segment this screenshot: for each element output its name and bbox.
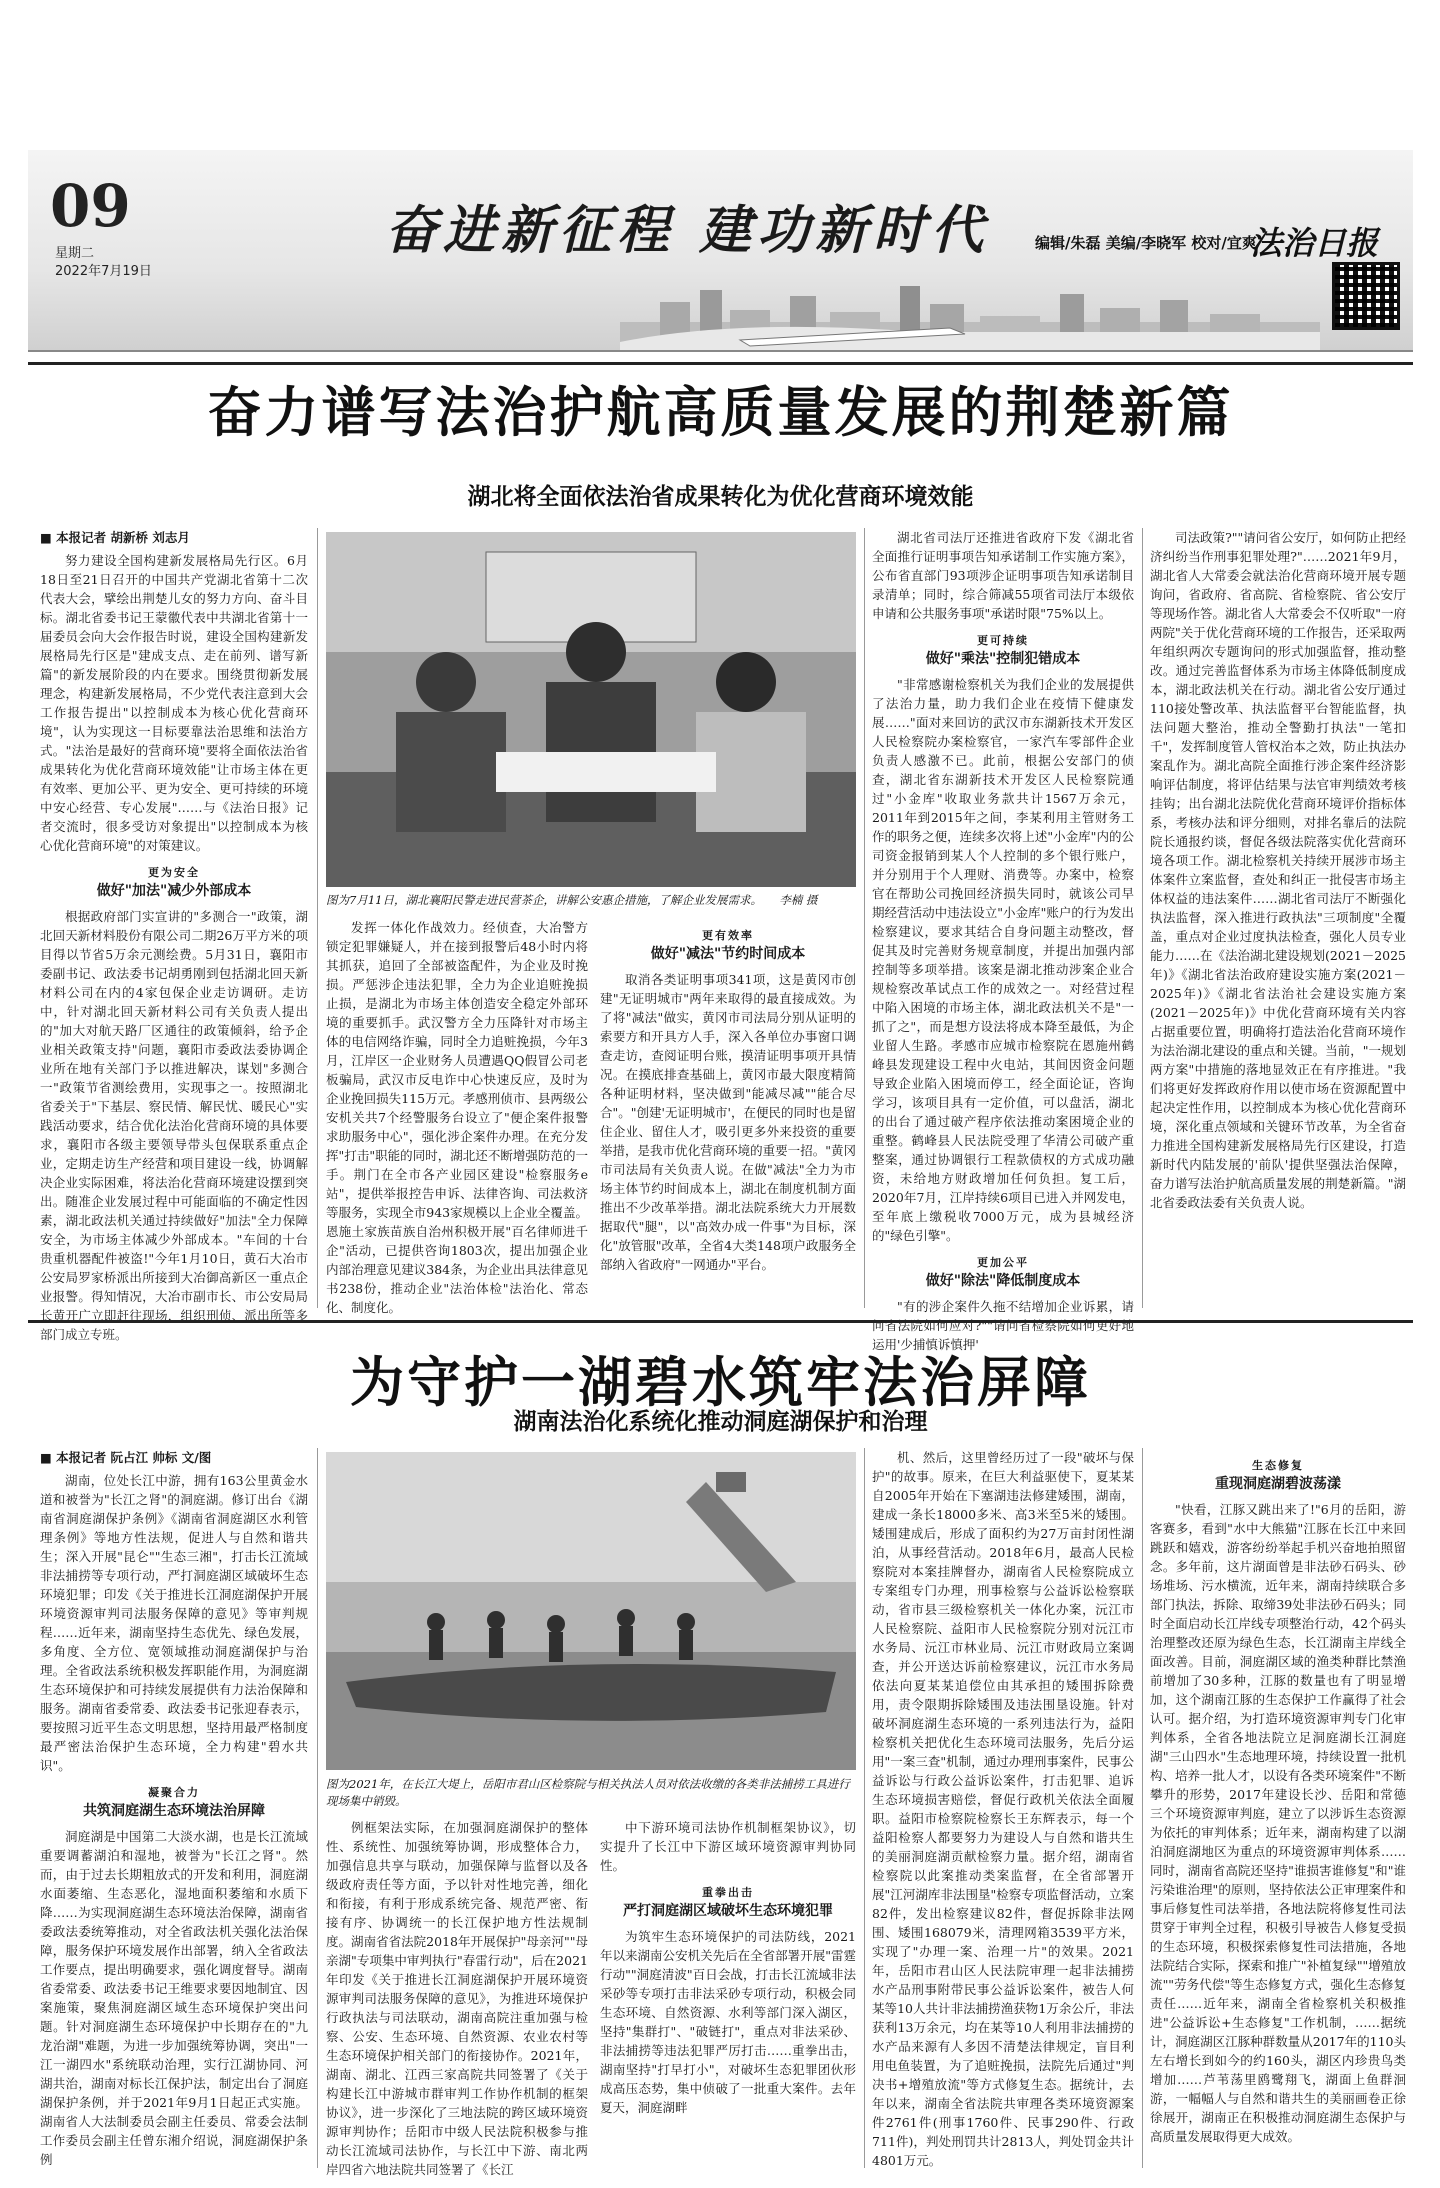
article1-top-rule bbox=[28, 362, 1413, 365]
article1-subheadline: 湖北将全面依法治省成果转化为优化营商环境效能 bbox=[467, 484, 974, 510]
article1-headline: 奋力谱写法治护航高质量发展的荆楚新篇 bbox=[207, 381, 1234, 444]
article2-paragraph: "快看，江豚又跳出来了!"6月的岳阳，游客赛多，看到"水中大熊猫"江豚在长江中来回跳跃和嬉戏，游客纷纷举起手机兴奋地拍照留念。多年前，这片湖面曾是非法砂石码头、砂场堆场、污水横流，近年来，湖南持续联合多部门执法，拆除、取缔39处非法砂石码头；同时全面启动长江岸线专项整治行动，42个码头治理整改还原为绿色生态，长江湖南主岸线全面改善。目前，洞庭湖区域的渔类种群比禁渔前增加了30多种，江豚的数量也有了明显增加，这个湖南江豚的生态保护工作赢得了社会认可。据介绍，为打造环境资源审判专门化审判体系，全省各地法院立足洞庭湖长江洞庭湖"三山四水"生态地理环境，持续设置一批机构、培养一批人才，以设有各类环境案件"不断攀升的形势，2017年建设长沙、岳阳和常德三个环境资源审判庭，建立了以涉诉生态资源为依托的审判体系；近年来，湖南构建了以湖泊洞庭湖地区为重点的环境资源审判体系……同时，湖南省高院还坚持"谁损害谁修复"和"谁污染谁治理"的原则，坚持依法公正审理案件和事后修复性司法举措，各地法院将修复性司法贯穿于审判全过程，积极引导被告人修复受损的生态环境，积极探索修复性司法措施，各地法院结合实际，探索和推广"补植复绿""增殖放流""劳务代偿"等生态修复方式，强化生态修复责任……近年来，湖南全省检察机关积极推进"公益诉讼+生态修复"工作机制，……据统计，洞庭湖区江豚种群数量从2017年的110头左右增长到如今的约160头，湖区内珍贵鸟类增加……芦苇荡里鸥鹭翔飞，湖面上鱼群洄游，一幅幅人与自然和谐共生的美丽画卷正徐徐展开，湖南正在积极推动洞庭湖生态保护与高质量发展取得更大成效。 bbox=[1150, 1502, 1406, 2144]
article1-section-head: 做好"除法"降低制度成本 bbox=[925, 1273, 1081, 1289]
article2-paragraph: 机、然后，这里曾经历过了一段"破坏与保护"的故事。原来，在巨大利益驱使下，夏某某自2005年开始在下塞湖违法修建矮围，湖南，建成一条长18000多米、高3米至5米的矮围。矮围建成后，形成了面积约为27万亩封闭性湖泊，从事经营活动。2018年6月，最高人民检察院对本案挂牌督办，湖南省人民检察院成立专案组专门办理，刑事检察与公益诉讼检察联动，省市县三级检察机关一体化办案，沅江市人民检察院、益阳市人民检察院分别对沅江市水务局、沅江市林业局、沅江市财政局立案调查，并公开送达诉前检察建议，沅江市水务局依法向夏某某追偿位由其承担的矮围拆除费用，责令限期拆除矮围及违法围垦设施。针对破坏洞庭湖生态环境的一系列违法行为，益阳检察机关把优化生态环境司法服务，先后分运用"一案三查"机制，通过办理刑事案件，民事公益诉讼与行政公益诉讼案件，打击犯罪、追诉生态环境损害赔偿，督促行政机关依法全面履职。益阳市检察院检察长王东辉表示，每一个益阳检察人都要努力为建设人与自然和谐共生的美丽洞庭湖贡献检察力量。据介绍，湖南省检察院以此案推动类案监督，在全省部署开展"江河湖库非法围垦"检察专项监督活动，立案82件，发出检察建议82件，督促拆除非法网围、矮围168079米，清理网箱3539平方米，实现了"办理一案、治理一片"的效果。2021年，岳阳市君山区人民法院审理一起非法捕捞水产品刑事附带民事公益诉讼案件，被告人何某等10人共计非法捕捞渔获物1万余公斤，非法获利13万余元，均在某等10人利用非法捕捞的水产品来源有人多因不清楚法律规定，盲目利用电鱼装置，为了追赃挽损，法院先后通过"判决书+增殖放流"等方式修复生态。据统计，去年以来，湖南全省法院共审理各类环境资源案件2761件(刑事1760件、民事290件、行政711件)，判处刑罚共计2813人，判处罚金共计4801万元。 bbox=[872, 1450, 1134, 2168]
article2-top-rule bbox=[28, 1320, 1413, 1323]
article1-column-1 bbox=[40, 528, 308, 1342]
article2-column-1 bbox=[40, 1448, 308, 2168]
article1-column-3 bbox=[600, 918, 856, 1308]
article2-paragraph: 洞庭湖是中国第二大淡水湖，也是长江流域重要调蓄湖泊和湿地，被誉为"长江之肾"。然而，由于过去长期粗放式的开发和利用，洞庭湖水面萎缩、生态恶化，湿地面积萎缩和水质下降……为实现洞庭湖生态环境法治保障，湖南省委政法委统筹推动，对全省政法机关强化法治保障，服务保护环境发展作出部署，纳入全省政法工作要点，提出明确要求，强化调度督导。湖南省委常委、政法委书记王维要求要因地制宜、因案施策，聚焦洞庭湖区域生态环境保护突出问题。针对洞庭湖生态环境保护中长期存在的"九龙治湖"难题，为进一步加强统筹协调，突出"一江一湖四水"系统联动治理，实行江湖协同、河湖共治，湖南对标长江保护法，制定出台了洞庭湖保护条例，并于2021年9月1日起正式实施。湖南省人大法制委员会副主任委员、常委会法制工作委员会副主任曾东湘介绍说，洞庭湖保护条例 bbox=[40, 1829, 308, 2167]
column-divider bbox=[864, 1448, 865, 2168]
article1-section-head: 做好"乘法"控制犯错成本 bbox=[925, 651, 1081, 667]
article2-photo bbox=[326, 1452, 856, 1770]
column-divider bbox=[317, 528, 318, 1308]
date-label: 2022年7月19日 bbox=[55, 264, 152, 279]
article1-photo bbox=[326, 532, 856, 887]
article1-paragraph: 发挥一体化作战效力。经侦查，大冶警方锁定犯罪嫌疑人，并在接到报警后48小时内将其抓获，追回了全部被盗配件，为企业及时挽损。严惩涉企违法犯罪，全力为企业追赃挽损止损，是湖北为市场主体创造安全稳定外部环境的重要抓手。武汉警方全力压降针对市场主体的电信网络诈骗，同时全力追赃挽损，今年3月，江岸区一企业财务人员遭遇QQ假冒公司老板骗局，武汉市反电诈中心快速反应，及时为企业挽回损失115万元。孝感刑侦市、县两级公安机关共7个经警服务台设立了"便企案件报警求助服务中心"，强化涉企案件办理。在充分发挥"打击"职能的同时，湖北还不断增强防范的一手。荆门在全市各产业园区建设"检察服务e站"，提供举报控告申诉、法律咨询、司法救济等服务，实现全市943家规模以上企业全覆盖。恩施土家族苗族自治州积极开展"百名律师进千企"活动，已提供咨询1803次，提出加强企业内部治理意见建议384条，为企业出具法律意见书238份，推动企业"法治体检"法治化、常态化、制度化。 bbox=[326, 920, 588, 1315]
article1-paragraph: "非常感谢检察机关为我们企业的发展提供了法治力量，助力我们企业在疫情下健康发展……"面对来回访的武汉市东湖新技术开发区人民检察院办案检察官，一家汽车零部件企业负责人感激不已。此前，根据公安部门的侦查，湖北省东湖新技术开发区人民检察院通过"小金库"收取业务款共计1567万余元，2011年到2015年之间，李某利用主管财务工作的职务之便，连续多次将上述"小金库"内的公司资金报销到某人个人控制的多个银行账户，并分别用于个人理财、消费等。办案中，检察官在帮助公司挽回经济损失同时，就该公司早期经营活动中违法设立"小金库"账户的行为发出检察建议，要求其结合自身问题主动整改，督促其及时完善财务规章制度，并提出加强内部控制等多项举措。该案是湖北推动涉案企业合规检察改革试点工作的成效之一。对经营过程中陷入困境的市场主体，湖北政法机关不是"一抓了之"，而是想方设法将成本降至最低，为企业留人生路。孝感市应城市检察院在恩施州鹤峰县发现建设工程中火电站，其间因资金问题导致企业陷入困境而停工，经全面论证，咨询学习，该项目具有一定价值，可以盘活，湖北的出台了通过破产程序依法推动案困境企业的重整。鹤峰县人民法院受理了华清公司破产重整案，通过协调银行工程款债权的方式成功融资，未给地方财政增加任何负担。复工后，2020年7月，江岸持续6项目已进入并网发电，至年底上缴税收7000万元，成为县城经济的"绿色引擎"。 bbox=[872, 677, 1134, 1243]
newspaper-logo: 法治日报 bbox=[1250, 224, 1379, 262]
article2-paragraph: 例框架法实际，在加强洞庭湖保护的整体性、系统性、加强统筹协调，形成整体合力，加强信息共享与联动，加强保障与监督以及各级政府责任等方面，予以针对性地完善，细化和衔接，有利于形成系统完备、规范严密、衔接有序、协调统一的长江保护地方性法规制度。湖南省省法院2018年开展保护"母亲河""母亲湖"专项集中审判执行"春雷行动"，后在2021年印发《关于推进长江洞庭湖保护开展环境资源审判司法服务保障的意见》，为推进环境保护行政执法与司法联动，湖南高院注重加强与检察、公安、生态环境、自然资源、农业农村等生态环境保护相关部门的衔接协作。2021年，湖南、湖北、江西三家高院共同签署了《关于构建长江中游城市群审判工作协作机制的框架协议》，进一步深化了三地法院的跨区域环境资源审判协作；岳阳市中级人民法院积极参与推动长江流域司法协作，与长江中下游、南北两岸四省六地法院共同签署了《长江 bbox=[326, 1820, 588, 2177]
article1-photo-caption: 图为7月11日，湖北襄阳民警走进民营茶企，讲解公安惠企措施，了解企业发展需求。 李楠 摄 bbox=[326, 893, 818, 907]
article1-column-5 bbox=[1150, 528, 1406, 1308]
article2-column-5 bbox=[1150, 1448, 1406, 2168]
article1-paragraph: "有的涉企案件久拖不结增加企业诉累，请问省法院如何应对?""请问省检察院如何更好地运用'少捕慎诉慎押' bbox=[872, 1299, 1134, 1352]
article1-column-2 bbox=[326, 918, 588, 1315]
article2-section-head: 共筑洞庭湖生态环境法治屏障 bbox=[83, 1803, 265, 1819]
article2-section-head: 严打洞庭湖区域破坏生态环境犯罪 bbox=[623, 1903, 833, 1919]
section-slogan: 奋进新征程 建功新时代 bbox=[385, 200, 990, 261]
article2-column-3 bbox=[600, 1818, 856, 2168]
article1-paragraph: 湖北省司法厅还推进省政府下发《湖北省全面推行证明事项告知承诺制工作实施方案》，公布省直部门93项涉企证明事项告知承诺制目录清单；同时，综合筛减55项省司法厅本级依申请和公共服务事项"承诺时限"75%以上。 bbox=[872, 530, 1134, 621]
column-divider bbox=[317, 1448, 318, 2168]
article1-paragraph: 努力建设全国构建新发展格局先行区。6月18日至21日召开的中国共产党湖北省第十二次代表大会，擘绘出荆楚儿女的努力方向、奋斗目标。湖北省委书记王蒙徽代表中共湖北省第十一届委员会向大会作报告时说，建设全国构建新发展格局先行区是"建成支点、走在前列、谱写新篇"的新发展阶段的内在要求。围绕贯彻新发展理念，构建新发展格局，不少党代表注意到大会工作报告提出"以控制成本为核心优化营商环境"，认为实现这一目标要靠法治思维和法治方式。"法治是最好的营商环境"要将全面依法治省成果转化为优化营商环境效能"让市场主体在更有效率、更加公平、更为安全、更可持续的环境中安心经营、专心发展"……与《法治日报》记者交流时，很多受访对象提出"以控制成本为核心优化营商环境"的对策建议。 bbox=[40, 553, 308, 853]
article2-kicker: 凝聚合力 bbox=[148, 1786, 200, 1799]
article2-column-4 bbox=[872, 1448, 1134, 2168]
article2-kicker: 生态修复 bbox=[1252, 1459, 1304, 1472]
column-divider bbox=[864, 528, 865, 1308]
article2-paragraph: 为筑牢生态环境保护的司法防线，2021年以来湖南公安机关先后在全省部署开展"雷霆行动""洞庭清波"百日会战，打击长江流域非法采砂等专项打击非法采砂专项行动，积极会同生态环境、自然资源、水利等部门深入湖区，坚持"集群打"、"破链打"，重点对非法采砂、非法捕捞等违法犯罪严厉打击……重拳出击，湖南坚持"打早打小"，对破坏生态犯罪团伙形成高压态势，集中侦破了一批重大案件。去年夏天，洞庭湖畔 bbox=[600, 1929, 856, 2115]
police-visit-photo-image bbox=[326, 532, 856, 887]
article2-headline: 为守护一湖碧水筑牢法治屏障 bbox=[350, 1351, 1091, 1414]
article2-paragraph: 湖南，位处长江中游，拥有163公里黄金水道和被誉为"长江之肾"的洞庭湖。修订出台《湖南省洞庭湖保护条例》《湖南省洞庭湖区水利管理条例》等地方性法规，促进人与自然和谐共生；深入开展"昆仑""生态三湘"，打击长江流域非法捕捞等专项行动，严打洞庭湖区域破坏生态环境犯罪；印发《关于推进长江洞庭湖保护开展环境资源审判司法服务保障的意见》等审判规程……近年来，湖南坚持生态优先、绿色发展，多角度、全方位、宽领域推动洞庭湖保护与治理。全省政法系统积极发挥职能作用，为洞庭湖生态环境保护和可持续发展提供有力法治保障和服务。湖南省委常委、政法委书记张迎春表示，要按照习近平生态文明思想，坚持用最严格制度最严密法治保护生态环境，全力构建"碧水共识"。 bbox=[40, 1473, 308, 1773]
article2-photo-caption: 图为2021年，在长江大堤上，岳阳市君山区检察院与相关执法人员对依法收缴的各类非法捕捞工具进行现场集中销毁。 bbox=[326, 1777, 850, 1808]
article2-paragraph: 中下游环境司法协作机制框架协议》，切实提升了长江中下游区域环境资源审判协同性。 bbox=[600, 1820, 856, 1873]
article2-section-head: 重现洞庭湖碧波荡漾 bbox=[1215, 1476, 1341, 1492]
weekday-label: 星期二 bbox=[55, 246, 95, 261]
article1-kicker: 更为安全 bbox=[148, 866, 200, 879]
city-skyline-illustration bbox=[620, 282, 1320, 350]
qr-code-icon bbox=[1332, 262, 1400, 330]
article2-subheadline: 湖南法治化系统化推动洞庭湖保护和治理 bbox=[513, 1409, 928, 1435]
article2-byline: ■ 本报记者 阮占江 帅标 文/图 bbox=[40, 1450, 212, 1465]
article1-paragraph: 取消各类证明事项341项，这是黄冈市创建"无证明城市"两年来取得的最直接成效。为了将"减法"做实，黄冈市司法局分别从证明的索要方和开具方人手，深入各单位办事窗口调查走访，查阅证明台账，摸清证明事项开具情况。在摸底排查基础上，黄冈市最大限度精简各种证明材料，坚决做到"能减尽减""能合尽合"。"创建'无证明城市'，在便民的同时也是留住企业、留住人才，吸引更多外来投资的重要举措，是我市优化营商环境的重要一招。"黄冈市司法局有关负责人说。在做"减法"全力为市场主体节约时间成本上，湖北在制度机制方面推出不少改革举措。湖北法院系统大力开展数据取代"腿"，以"高效办成一件事"为目标，深化"放管服"改革，全省4大类148项户政服务全部纳入省政府"一网通办"平台。 bbox=[600, 972, 856, 1272]
article2-kicker: 重拳出击 bbox=[702, 1886, 754, 1899]
river-dyke-photo-image bbox=[326, 1452, 856, 1770]
article1-kicker: 更加公平 bbox=[977, 1256, 1029, 1269]
article1-kicker: 更可持续 bbox=[977, 634, 1029, 647]
article1-section-head: 做好"加法"减少外部成本 bbox=[96, 883, 252, 899]
article1-section-head: 做好"减法"节约时间成本 bbox=[650, 946, 806, 962]
article1-byline: ■ 本报记者 胡新桥 刘志月 bbox=[40, 530, 190, 545]
article1-paragraph: 根据政府部门实宣讲的"多测合一"政策，湖北回天新材料股份有限公司二期26万平方米的项目得以节省5万余元测绘费。5月31日，襄阳市委副书记、政法委书记胡勇刚到包括湖北回天新材料公司在内的4家包保企业走访调研。走访中，针对湖北回天新材料公司有关负责人提出的"加大对航天路厂区通往的政策倾斜，给予企业相关政策支持"问题，襄阳市委政法委协调企业所在地有关部门予以推进解决，谋划"多测合一"政策节省测绘费用，实现事之一。按照湖北省委关于"下基层、察民情、解民忧、暖民心"实践活动要求，结合优化法治化营商环境的具体要求，襄阳市各级主要领导带头包保联系重点企业，定期走访生产经营和项目建设一线，协调解决企业实际困难，将法治化营商环境建设摆到突出。随准企业发展过程中可能面临的不确定性因素，湖北政法机关通过持续做好"加法"全力保障安全，为市场主体减少外部成本。"车间的十台贵重机器配件被盗!"今年1月10日，黄石大冶市公安局罗家桥派出所接到大冶御高新区一重点企业报警。得知情况，大冶市副市长、市公安局局长黄开广立即赶往现场，组织刑侦、派出所等多部门成立专班。 bbox=[40, 909, 308, 1342]
column-divider bbox=[1142, 1448, 1143, 2168]
column-divider bbox=[1142, 528, 1143, 1308]
article1-kicker: 更有效率 bbox=[702, 929, 754, 942]
editor-credits: 编辑/朱磊 美编/李晓军 校对/宜爽 bbox=[1035, 234, 1257, 252]
article1-paragraph: 司法政策?""请问省公安厅，如何防止把经济纠纷当作刑事犯罪处理?"……2021年9月，湖北省人大常委会就法治化营商环境开展专题询问，省政府、省高院、省检察院、省公安厅等现场作答。湖北省人大常委会不仅听取"一府两院"关于优化营商环境的工作报告，还采取两年组织两次专题询问的形式加强监督，推动整改。通过完善监督体系为市场主体降低制度成本，湖北政法机关在行动。湖北省公安厅通过110接处警改革、执法监督平台智能监督，执法问题大整治，推动全警勤打执法"一笔扣千"，发挥制度管人管权治本之效，防止执法办案乱作为。湖北高院全面推行涉企案件经济影响评估制度，将评估结果与法官审判绩效考核挂钩；出台湖北法院优化营商环境评价指标体系，考核办法和评分细则，对排名靠后的法院院长通报约谈，督促各级法院落实优化营商环境各项工作。湖北检察机关持续开展涉市场主体案件立案监督，查处和纠正一批侵害市场主体权益的违法案件……湖北省司法厅不断强化执法监督，深入推进行政执法"三项制度"全覆盖，重点对企业过度执法检查，强化人员专业能力……在《法治湖北建设规划(2021－2025年)》《湖北省法治政府建设实施方案(2021－2025年)》《湖北省法治社会建设实施方案(2021－2025年)》中优化营商环境有关内容占据重要位置，明确将打造法治化营商环境作为法治湖北建设的重点和关键。当前，"一规划两方案"中措施的落地显效正在有序推进。"我们将更好发挥政府作用以使市场在资源配置中起决定性作用，以控制成本为核心优化营商环境，深化重点领域和关键环节改革，为全省奋力推进全国构建新发展格局先行区建设，打造新时代内陆发展的'前队'提供坚强法治保障，奋力谱写法治护航高质量发展的荆楚新篇。"湖北省委政法委有关负责人说。 bbox=[1150, 530, 1407, 1210]
page-number: 09 bbox=[50, 172, 131, 240]
article2-column-2 bbox=[326, 1818, 588, 2177]
article1-column-4 bbox=[872, 528, 1134, 1352]
